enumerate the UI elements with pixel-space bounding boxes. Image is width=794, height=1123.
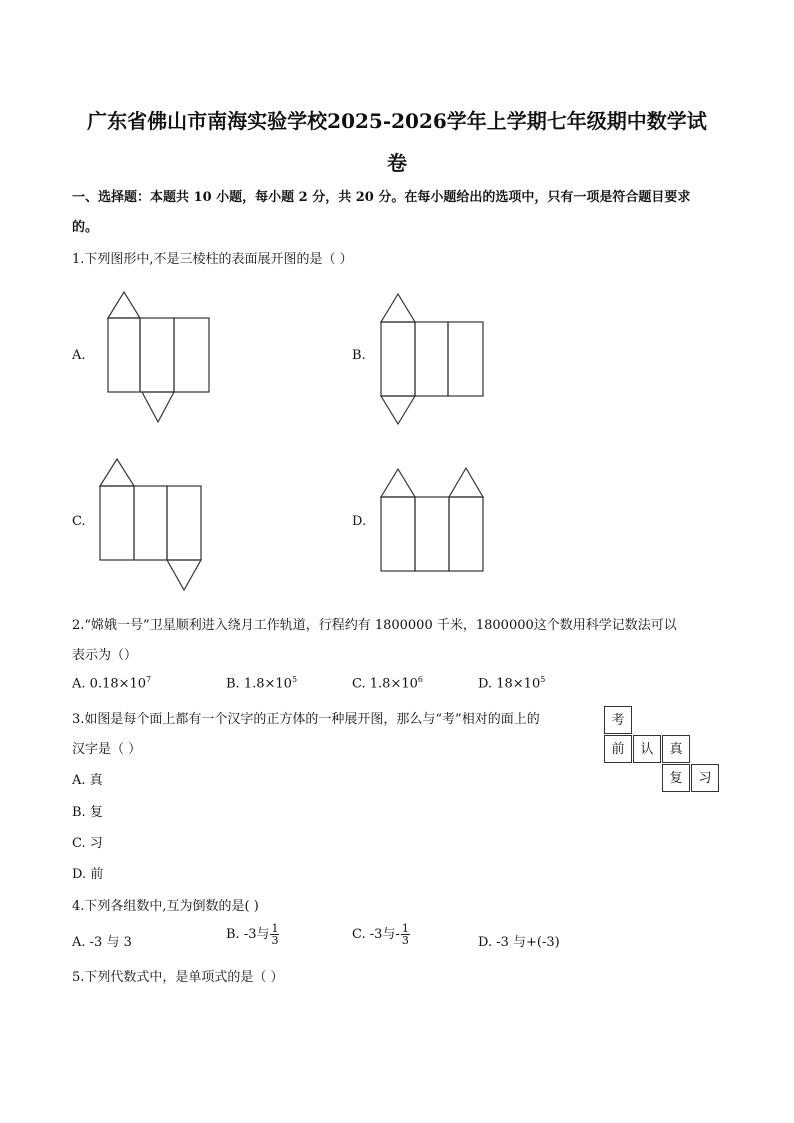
option-text: C. -3与- xyxy=(352,927,400,942)
face-2 xyxy=(415,497,449,571)
triangle-top-left xyxy=(381,469,415,497)
q4-option-a: A. -3 与 3 xyxy=(72,935,132,950)
q4-option-b xyxy=(226,923,280,946)
q4-stem: 4.下列各组数中,互为倒数的是( ) xyxy=(72,899,259,914)
face-1 xyxy=(381,497,415,571)
option-label: C. xyxy=(352,676,366,692)
face-1 xyxy=(108,318,140,392)
q2-option-b xyxy=(226,675,297,691)
q3-option-b: B. 复 xyxy=(72,805,103,820)
triangle-top xyxy=(100,459,134,486)
cube-face-xi: 习 xyxy=(691,764,719,792)
triangle-top xyxy=(108,292,140,318)
q4-option-d: D. -3 与+(-3) xyxy=(478,935,560,950)
title-line-2: 卷 xyxy=(387,151,407,175)
q3-stem-cont: 汉字是（ ） xyxy=(72,742,142,757)
cube-net-figure xyxy=(604,706,720,794)
q4-option-c xyxy=(352,923,411,946)
triangle-bottom xyxy=(142,392,174,422)
face-2 xyxy=(415,322,448,396)
triangle-top xyxy=(381,294,415,322)
face-3 xyxy=(174,318,209,392)
option-mantissa: 0.18×10 xyxy=(89,676,147,692)
q1-option-a-figure xyxy=(108,290,212,424)
q2-stem-cont: 表示为（） xyxy=(72,648,138,663)
q1-option-c-label: C. xyxy=(72,514,86,529)
q5-stem: 5.下列代数式中，是单项式的是（ ） xyxy=(72,970,284,985)
face-3 xyxy=(449,497,483,571)
cube-face-ren: 认 xyxy=(633,735,661,763)
q1-option-b-label: B. xyxy=(352,348,366,363)
face-3 xyxy=(448,322,483,396)
option-label: B. xyxy=(226,676,240,692)
q2-option-c xyxy=(352,675,423,691)
option-label: D. xyxy=(478,676,493,692)
q3-stem: 3.如图是每个面上都有一个汉字的正方体的一种展开图，那么与“考”相对的面上的 xyxy=(72,712,540,727)
cube-face-fu: 复 xyxy=(662,764,690,792)
face-3 xyxy=(167,486,201,560)
fraction-denominator: 3 xyxy=(271,934,279,947)
q1-stem: 1.下列图形中,不是三棱柱的表面展开图的是（ ） xyxy=(72,252,353,267)
q1-option-c-figure xyxy=(100,457,204,593)
section-heading-cont: 的。 xyxy=(72,220,99,235)
q3-option-c: C. 习 xyxy=(72,836,103,851)
title-line-1: 广东省佛山市南海实验学校2025-2026学年上学期七年级期中数学试 xyxy=(87,109,707,133)
fraction-numerator: 1 xyxy=(271,922,279,935)
q3-option-d: D. 前 xyxy=(72,867,104,882)
q1-option-b-figure xyxy=(381,292,485,426)
q1-option-d-label: D. xyxy=(352,514,367,529)
q1-option-d-figure xyxy=(381,466,485,574)
triangle-bottom xyxy=(167,560,201,590)
option-mantissa: 1.8×10 xyxy=(243,676,292,692)
q3-option-a: A. 真 xyxy=(72,773,103,788)
option-text: B. -3与 xyxy=(226,927,270,942)
q2-option-a xyxy=(72,675,151,691)
q1-option-a-label: A. xyxy=(72,348,86,363)
option-mantissa: 18×10 xyxy=(496,676,541,692)
face-2 xyxy=(140,318,174,392)
option-exponent: 7 xyxy=(146,675,152,684)
option-exponent: 6 xyxy=(417,675,423,684)
face-2 xyxy=(134,486,167,560)
cube-face-zhen: 真 xyxy=(662,735,690,763)
fraction-one-third xyxy=(270,923,279,946)
q2-stem: 2.“嫦娥一号”卫星顺利进入绕月工作轨道，行程约有 1800000 千米，1800000这个数用科学记数法可以 xyxy=(72,618,677,633)
fraction-denominator: 3 xyxy=(401,934,409,947)
fraction-one-third xyxy=(401,923,410,946)
cube-face-kao: 考 xyxy=(604,706,632,734)
face-1 xyxy=(100,486,134,560)
fraction-numerator: 1 xyxy=(401,922,409,935)
option-mantissa: 1.8×10 xyxy=(369,676,418,692)
exam-title xyxy=(60,100,734,184)
q2-option-d xyxy=(478,675,545,691)
cube-face-qian: 前 xyxy=(604,735,632,763)
option-exponent: 5 xyxy=(291,675,298,684)
face-1 xyxy=(381,322,415,396)
option-exponent: 5 xyxy=(540,675,546,684)
triangle-bottom xyxy=(381,396,415,424)
option-label: A. xyxy=(72,676,86,692)
section-heading: 一、选择题：本题共 10 小题，每小题 2 分，共 20 分。在每小题给出的选项中，只有一项是符合题目要求 xyxy=(72,190,691,205)
triangle-top-right xyxy=(449,468,483,497)
